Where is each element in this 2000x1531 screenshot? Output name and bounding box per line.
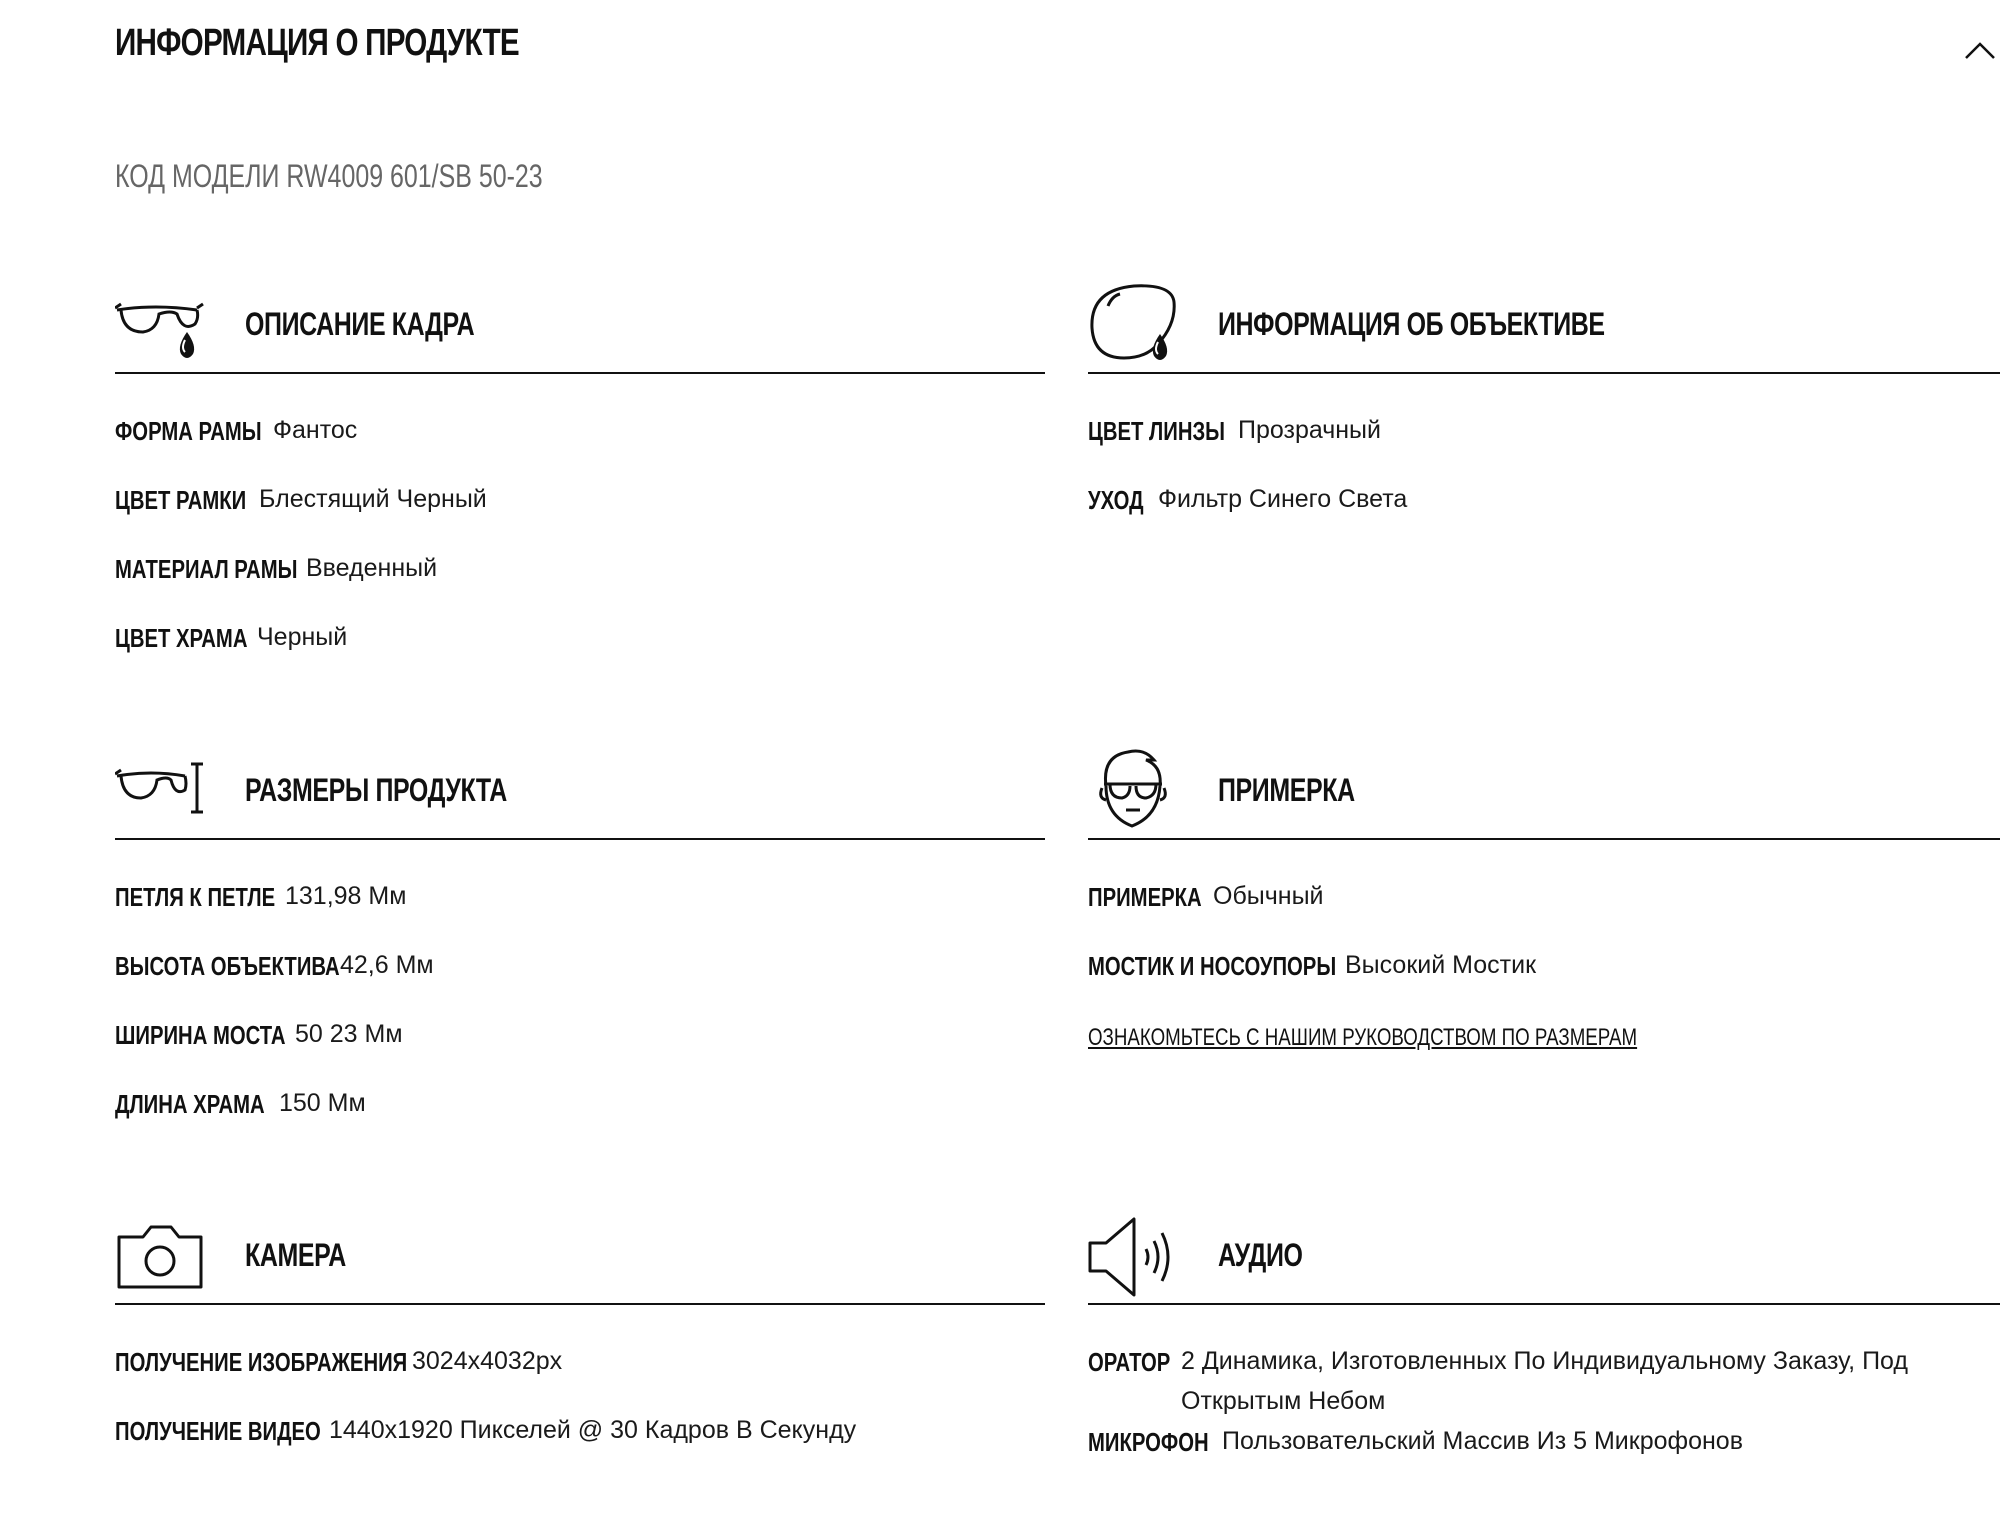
- spec-value: Черный: [257, 623, 348, 651]
- section-title: ОПИСАНИЕ КАДРА: [245, 306, 475, 342]
- spec-label: УХОД: [1088, 485, 1144, 515]
- page-title: ИНФОРМАЦИЯ О ПРОДУКТЕ: [115, 22, 519, 64]
- spec-value: Высокий Мостик: [1345, 951, 1537, 979]
- spec-value: Фантос: [273, 416, 358, 444]
- glasses-ruler-icon: [115, 746, 207, 834]
- section-title: ИНФОРМАЦИЯ ОБ ОБЪЕКТИВЕ: [1218, 306, 1605, 342]
- section-header: [115, 272, 1045, 374]
- section-title: ПРИМЕРКА: [1218, 772, 1355, 808]
- spec-row: [1088, 416, 2000, 485]
- spec-value: Блестящий Черный: [259, 485, 487, 513]
- spec-value: 2 Динамика, Изготовленных По Индивидуальному Заказу, Под Открытым Небом: [1181, 1347, 1908, 1415]
- model-code: КОД МОДЕЛИ RW4009 601/SB 50-23: [115, 158, 543, 194]
- spec-row: [115, 485, 1045, 554]
- spec-row: [115, 1020, 1045, 1089]
- spec-label: МАТЕРИАЛ РАМЫ: [115, 554, 298, 584]
- section-title: РАЗМЕРЫ ПРОДУКТА: [245, 772, 507, 808]
- spec-label: ЦВЕТ РАМКИ: [115, 485, 247, 515]
- section-title: КАМЕРА: [245, 1237, 346, 1273]
- spec-value: 42,6 Мм: [340, 951, 434, 979]
- spec-row: [115, 1089, 1045, 1158]
- chevron-up-icon: [1960, 30, 2000, 70]
- collapse-button[interactable]: [1960, 30, 2000, 70]
- section-header: [115, 738, 1045, 840]
- spec-value: 3024x4032px: [412, 1347, 563, 1375]
- spec-label: МОСТИК И НОСОУПОРЫ: [1088, 951, 1337, 981]
- spec-value: Обычный: [1213, 882, 1324, 910]
- section-title: АУДИО: [1218, 1237, 1303, 1273]
- section-header: [1088, 738, 2000, 840]
- spec-row: [115, 951, 1045, 1020]
- spec-label: ФОРМА РАМЫ: [115, 416, 262, 446]
- spec-value: 150 Мм: [279, 1089, 366, 1117]
- spec-value: Введенный: [306, 554, 438, 582]
- spec-value: 1440x1920 Пикселей @ 30 Кадров В Секунду: [329, 1416, 857, 1444]
- spec-label: ДЛИНА ХРАМА: [115, 1089, 265, 1119]
- spec-value: 131,98 Мм: [285, 882, 407, 910]
- speaker-icon: [1088, 1211, 1180, 1299]
- size-guide-link[interactable]: ОЗНАКОМЬТЕСЬ С НАШИМ РУКОВОДСТВОМ ПО РАЗМЕРАМ: [1088, 1024, 1638, 1051]
- section-audio: [1088, 1203, 2000, 1496]
- section-sizes: [115, 738, 1045, 1158]
- spec-label: ПРИМЕРКА: [1088, 882, 1202, 912]
- spec-label: ШИРИНА МОСТА: [115, 1020, 286, 1050]
- spec-row: [115, 1347, 1045, 1416]
- spec-value: Фильтр Синего Света: [1158, 485, 1408, 513]
- spec-row: [1088, 951, 2000, 1020]
- lens-drop-icon: [1088, 280, 1180, 368]
- section-lens: [1088, 272, 2000, 554]
- spec-row: [1088, 1020, 2000, 1089]
- section-fit: [1088, 738, 2000, 1089]
- spec-row: [115, 1416, 1045, 1485]
- spec-row: [115, 882, 1045, 951]
- camera-icon: [115, 1211, 207, 1299]
- glasses-drop-icon: [115, 280, 207, 368]
- spec-row: [1088, 1347, 2000, 1421]
- spec-label: ПЕТЛЯ К ПЕТЛЕ: [115, 882, 276, 912]
- spec-row: [115, 554, 1045, 623]
- section-frame: [115, 272, 1045, 692]
- spec-label: ЦВЕТ ХРАМА: [115, 623, 248, 653]
- spec-label: ВЫСОТА ОБЪЕКТИВА: [115, 951, 340, 981]
- section-header: [115, 1203, 1045, 1305]
- spec-row: [1088, 1427, 2000, 1496]
- spec-row: [1088, 882, 2000, 951]
- spec-row: [115, 416, 1045, 485]
- section-header: [1088, 1203, 2000, 1305]
- face-glasses-icon: [1088, 746, 1180, 834]
- section-camera: [115, 1203, 1045, 1485]
- spec-value: 50 23 Мм: [295, 1020, 403, 1048]
- spec-row: [1088, 485, 2000, 554]
- spec-label: ЦВЕТ ЛИНЗЫ: [1088, 416, 1226, 446]
- spec-value: Прозрачный: [1238, 416, 1381, 444]
- spec-row: [115, 623, 1045, 692]
- spec-label: ПОЛУЧЕНИЕ ВИДЕО: [115, 1416, 321, 1446]
- spec-label: ОРАТОР: [1088, 1347, 1171, 1377]
- spec-label: ПОЛУЧЕНИЕ ИЗОБРАЖЕНИЯ: [115, 1347, 408, 1377]
- spec-value: Пользовательский Массив Из 5 Микрофонов: [1222, 1427, 1743, 1455]
- spec-label: МИКРОФОН: [1088, 1427, 1209, 1457]
- section-header: [1088, 272, 2000, 374]
